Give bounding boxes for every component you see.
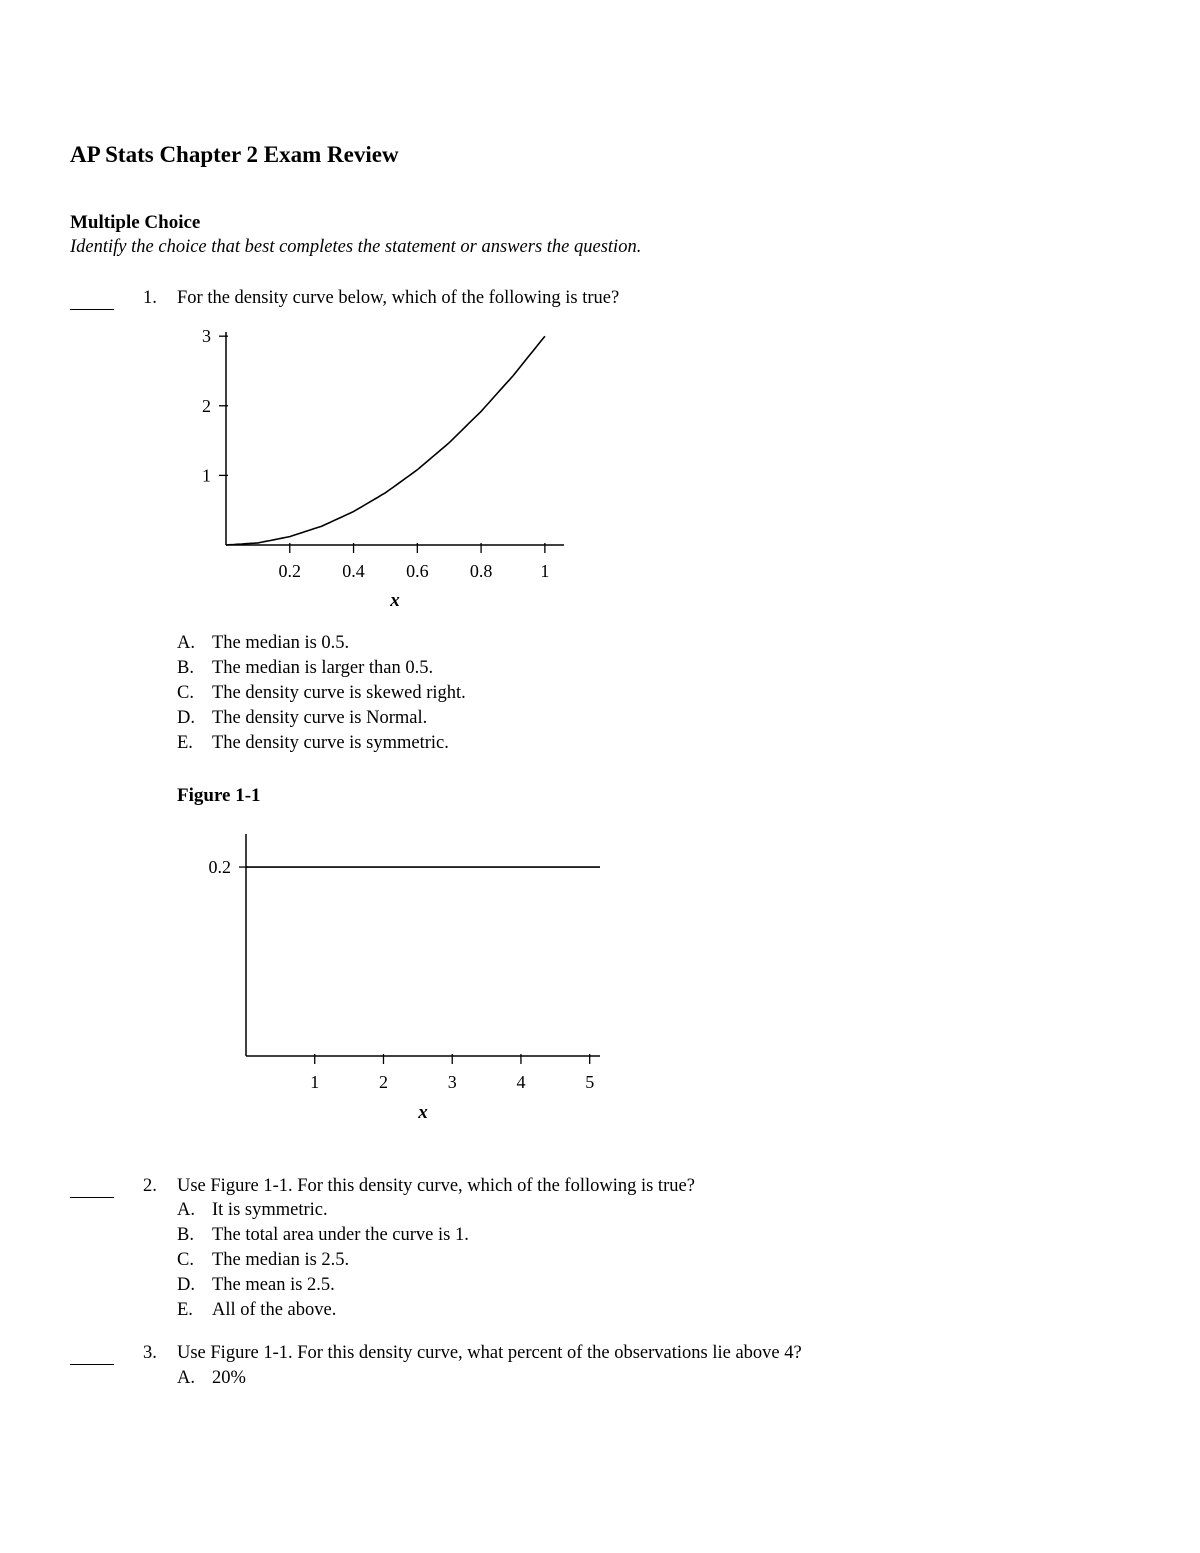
section-heading: Multiple Choice (70, 212, 201, 233)
option-e (177, 733, 449, 754)
option-text: The median is 2.5. (212, 1250, 350, 1270)
question-number: 2. (143, 1176, 157, 1196)
option-letter: E. (177, 1300, 193, 1320)
page-title: AP Stats Chapter 2 Exam Review (70, 142, 399, 167)
answer-blank-2[interactable] (70, 1197, 114, 1198)
option-text: The density curve is skewed right. (212, 683, 466, 703)
x-tick-label: 0.2 (278, 561, 302, 581)
x-tick-label: 5 (585, 1072, 595, 1092)
uniform-density-chart (195, 828, 615, 1128)
option-text: The median is 0.5. (212, 633, 350, 653)
option-letter: A. (177, 1200, 195, 1220)
x-tick-label: 4 (516, 1072, 526, 1092)
x-tick-label: 0.8 (469, 561, 493, 581)
question-text: For the density curve below, which of the following is true? (177, 288, 620, 308)
option-letter: B. (177, 1225, 194, 1245)
x-tick-label: 0.6 (406, 561, 429, 581)
x-axis-label: x (390, 590, 400, 611)
option-letter: D. (177, 1275, 195, 1295)
option-d (177, 708, 427, 729)
option-text: It is symmetric. (212, 1200, 328, 1220)
density-curve (226, 336, 545, 545)
option-letter: E. (177, 733, 193, 753)
answer-blank-3[interactable] (70, 1364, 114, 1365)
option-c (177, 1250, 349, 1271)
option-text: The total area under the curve is 1. (212, 1225, 469, 1245)
option-text: The density curve is symmetric. (212, 733, 449, 753)
figure-label: Figure 1-1 (177, 785, 261, 806)
x-tick-label: 3 (447, 1072, 457, 1092)
option-e (177, 1300, 336, 1321)
x-tick-label: 1 (310, 1072, 320, 1092)
y-tick-label: 0.2 (208, 857, 231, 878)
instructions-text: Identify the choice that best completes the statement or answers the question. (70, 237, 642, 257)
x-tick-label: 2 (378, 1072, 388, 1092)
x-tick-label: 0.4 (342, 561, 365, 581)
option-d (177, 1275, 335, 1296)
option-letter: C. (177, 1250, 194, 1270)
option-text: 20% (212, 1368, 246, 1388)
option-text: The density curve is Normal. (212, 708, 428, 728)
option-a (177, 1200, 328, 1221)
option-c (177, 683, 466, 704)
question-number: 3. (143, 1343, 157, 1363)
option-b (177, 658, 433, 679)
x-tick-label: 1 (540, 561, 550, 581)
option-a (177, 1368, 246, 1389)
question-number: 1. (143, 288, 157, 308)
question-text: Use Figure 1-1. For this density curve, which of the following is true? (177, 1176, 695, 1196)
option-letter: A. (177, 633, 195, 653)
option-letter: A. (177, 1368, 195, 1388)
option-letter: B. (177, 658, 194, 678)
answer-blank-1[interactable] (70, 309, 114, 310)
x-axis-label: x (418, 1102, 428, 1123)
option-text: The mean is 2.5. (212, 1275, 335, 1295)
option-text: The median is larger than 0.5. (212, 658, 434, 678)
question-text: Use Figure 1-1. For this density curve, what percent of the observations lie above 4? (177, 1343, 802, 1363)
density-curve-chart (185, 328, 575, 613)
option-a (177, 633, 349, 654)
option-letter: D. (177, 708, 195, 728)
y-tick-label: 3 (202, 328, 211, 347)
option-text: All of the above. (212, 1300, 337, 1320)
y-tick-label: 1 (202, 465, 211, 486)
option-b (177, 1225, 469, 1246)
option-letter: C. (177, 683, 194, 703)
y-tick-label: 2 (202, 395, 211, 416)
